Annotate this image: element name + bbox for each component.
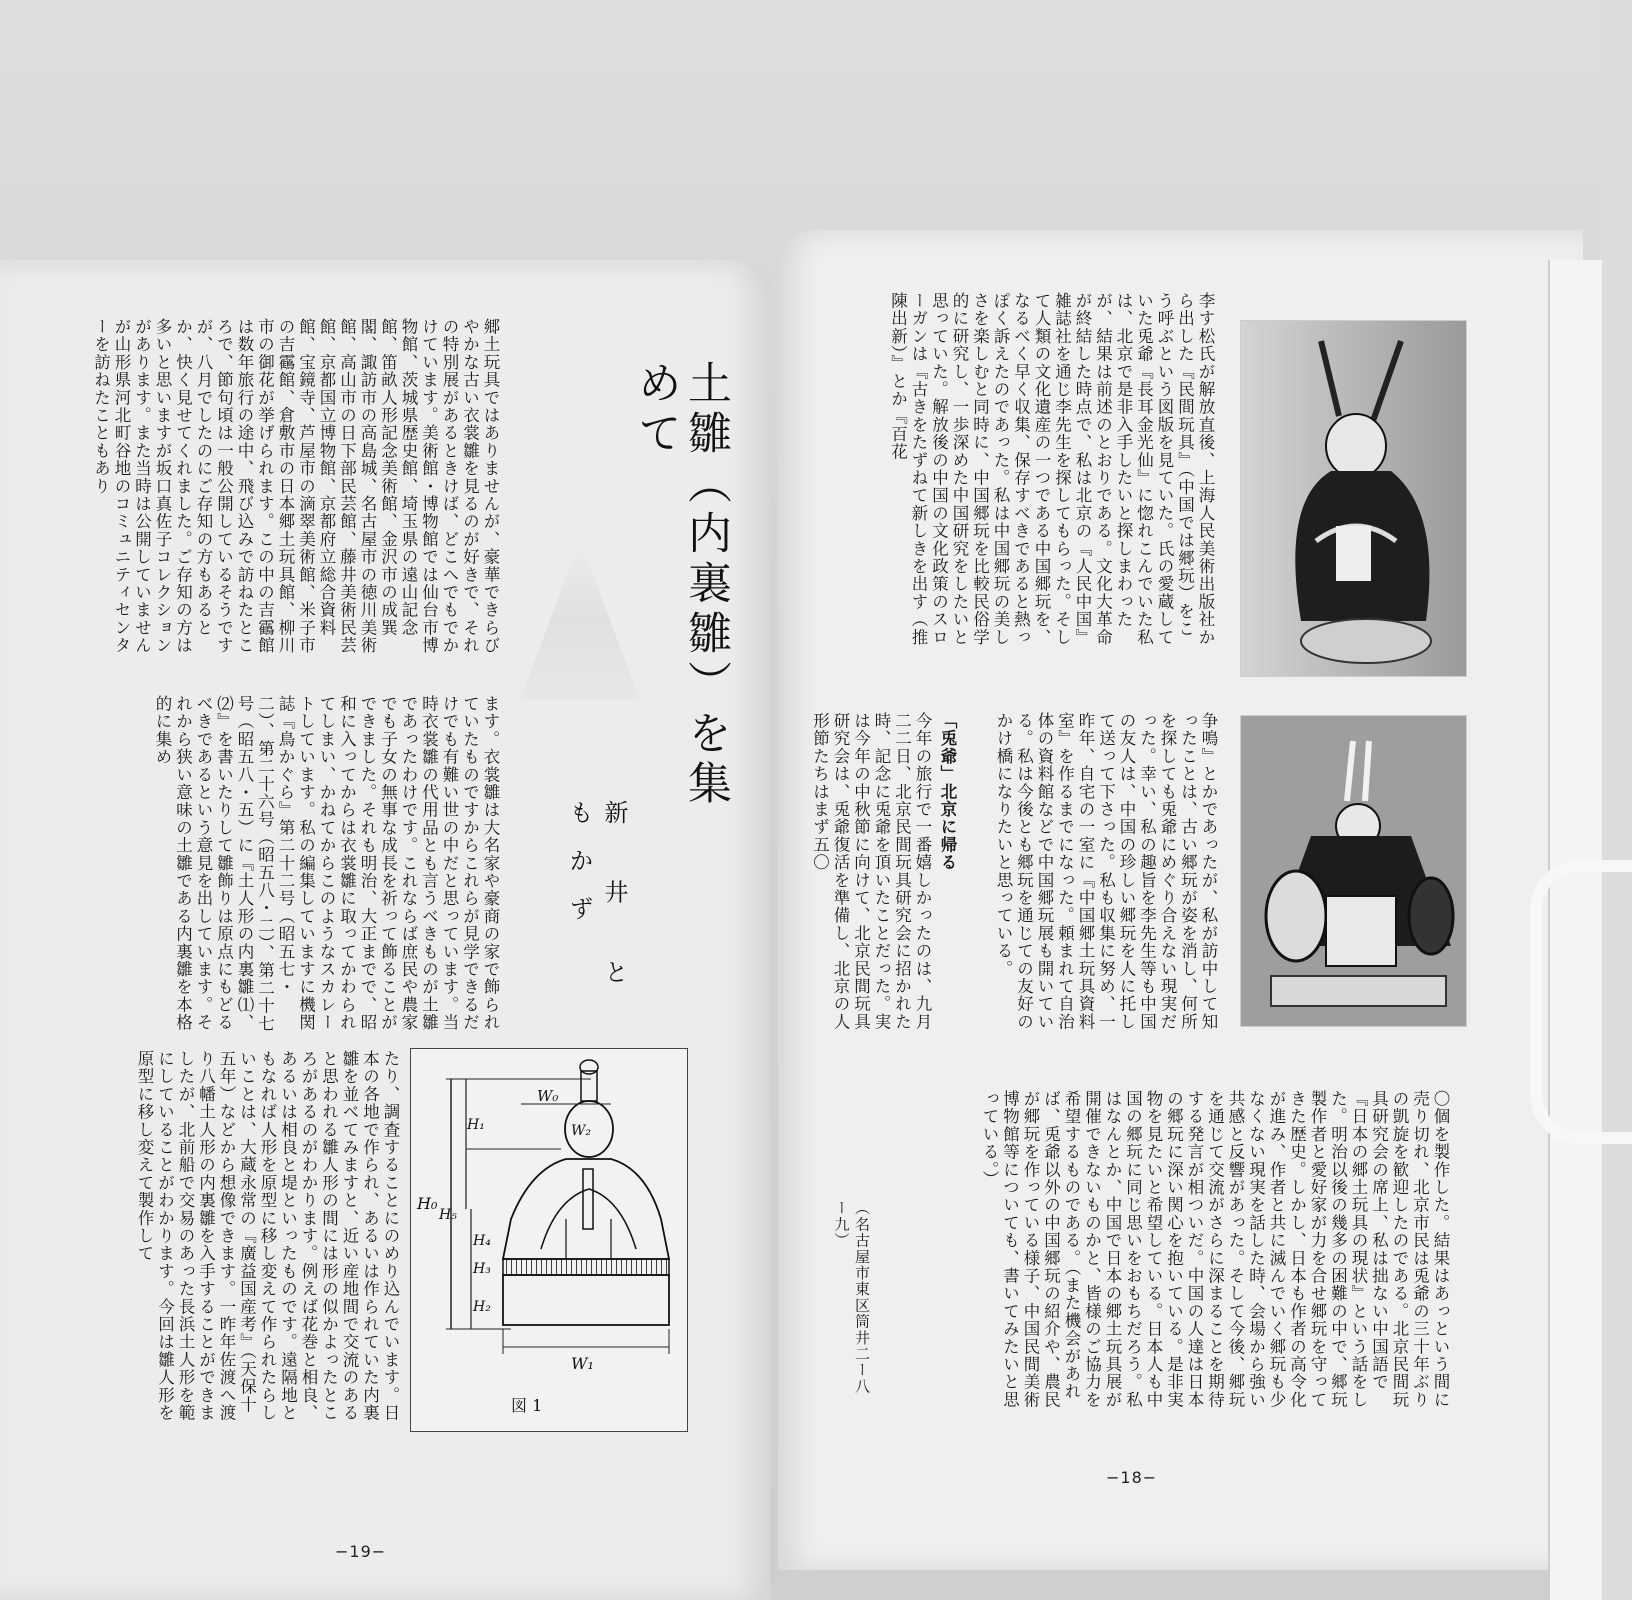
left-column-top: 郷土玩具ではありませんが、豪華できらびやかな古い衣裳雛を見るのが好きで、それの特別展があるときけば、どこへでもでかけています。美術館・博物館では仙台市博物館、茨城県歴史館、埼玉県の遠山記念館、笛畝人形記念美術館、金沢市の成巽閣、諏訪市の高島城、名古屋市の徳川美術館、高山市の日下部民芸館、藤井美術民芸館、京都国立博物館、京都府立総合資料館、宝鏡寺、芦屋市の滴翠美術館、米子市の吉靍館、倉敷市の日本郷土玩具館、柳川市の御花が挙げられます。この中の吉靍館は数年旅行の途中、飛び込みで訪ねたところで、節句頃は一般公開しているそうですが、八月でしたのにご存知の方もあるとか、快く見せてくれました。ご存知の方は多いと思いますが坂口真佐子コレクションがあります。また当時は公開していませんが山形県河北町谷地のコミュニティセンターを訪ねたこともあり bbox=[91, 318, 500, 655]
section-heading: 「兎爺」北京に帰る bbox=[938, 712, 957, 872]
figure-1-box bbox=[410, 1048, 688, 1432]
page-clip bbox=[1530, 860, 1632, 1144]
article-title: 土雛（内裏雛）を集めて bbox=[630, 360, 731, 810]
label-h0: H₀ bbox=[417, 1194, 438, 1213]
right-column-3: 〇個を製作した。結果はあっという間に売り切れ、北京市民は兎爺の三十年ぶりの凱旋を歓迎したのである。北京民間玩具研究会の席上、私は拙ない中国語で『日本の郷土玩具の現状』という話をした。明治以後の幾多の困難の中で、郷玩製作者と愛好家が力を合せ郷玩を守ってきた歴史。しかし、日本も作者の高令化が進み、作者と共に滅んでいく郷玩も少なくない現実を話した時、会場から強い共感と反響があった。そして今後、郷玩を通じて交流がさらに深まることを期待する発言が相ついだ。中国の人達は日本の郷玩に深い関心を抱いている。是非実物を見たいと希望している。日本人も中国の郷玩に同じ思いをおもちだろう。私はなんとか、中国で日本の郷土玩具展が開催できないものかと、皆様のご協力を希望するものである。（また機会があれば、兎爺以外の中国郷玩の紹介や、農民が郷玩を作っている様子、中国民間美術博物館等についても、書いてみたいと思っている。） bbox=[980, 1090, 1450, 1409]
page-number-left: −19− bbox=[335, 1542, 387, 1561]
label-h3: H₃ bbox=[473, 1261, 491, 1277]
left-column-middle: ます。衣裳雛は大名家や豪商の家で飾られていたものですからこれらが見学できるだけでも有難い世の中だと思っています。当時衣裳雛の代用品とも言うべきものが土雛であったわけです。これならば庶民や農家でも子女の無事な成長を祈って飾ることができました。それも明治、大正までで、昭和に入ってからは衣裳雛に取ってかわられてしまい、かねてからこのようなスカレートしています。私の編集していますに機関誌『鳥かぐら』第二十二号（昭五七・二）、第二十六号（昭五八・二）、第二十七号（昭五八・五）に『土人形の内裏雛⑴、⑵』を書いたりして雛飾りは原点にもどるべきであるという意見を出しています。それから狭い意味の土雛である内裏雛を本格的に集め bbox=[153, 695, 500, 1033]
label-h4: H₄ bbox=[473, 1233, 491, 1249]
right-column-2-post: 今年の旅行で一番嬉しかったのは、九月二二日、北京民間玩具研究会に招かれた時、記念に兎爺を頂いたことだった。実は今年の中秋節に向けて、北京民間玩具研究会は、兎爺復活を準備し、北京の人形節たちはまず五〇 bbox=[810, 712, 932, 1031]
label-w1: W₁ bbox=[571, 1354, 594, 1373]
rabbit-figure-photo-1 bbox=[1240, 320, 1467, 677]
page-number-right: −18− bbox=[1106, 1468, 1158, 1487]
hina-doll-diagram bbox=[411, 1049, 687, 1431]
rabbit-figure-photo-2 bbox=[1240, 715, 1467, 1027]
figure-caption: 図 1 bbox=[511, 1396, 543, 1415]
label-w2: W₂ bbox=[571, 1123, 592, 1139]
label-h1: H₁ bbox=[467, 1117, 485, 1133]
label-h2: H₂ bbox=[473, 1299, 491, 1315]
label-h5: H₅ bbox=[439, 1207, 457, 1223]
right-column-2-pre: 争鳴』とかであったが、私が訪中して知ったことは、古い郷玩が姿を消し、何所を探しても兎爺にめぐり合えない現実だった。幸い、私の趣旨を李先生等も中国の友人は、中国の珍しい郷玩を人に托して送って下さった。私も収集に努め、一昨年、自宅の一室に『中国郷土玩具資料室』を作るまでになった。頼まれて自治体の資料館などで中国郷玩展も開いている。私は今後とも郷玩を通じての友好のかけ橋になりたいと思っている。 bbox=[994, 712, 1218, 1031]
left-column-bottom: たり、調査することにのめり込んでいます。日本の各地で作られ、あるいは作られていた内裏雛を並べてみますと、近い産地間で交流のあると思われる雛人形の間には形の似かよったところがあるのがわかります。例えば花巻と相良、あるいは相良と堤といったものです。遠隔地ともなれば人形を原型に移し変えて作られたらしいことは、大蔵永常の『廣益国産考』（天保十五年）などから想像できます。一昨年佐渡へ渡り八幡土人形の内裏雛を入手することができましたが、北前船で交易のあった長浜土人形を範にしていることがわかります。今回は雛人形を原型に移し変えて製作して bbox=[135, 1050, 400, 1422]
author-address: （名古屋市東区筒井二ー八ー九） bbox=[832, 1200, 871, 1395]
right-column-1: 李す松氏が解放直後、上海人民美術出版社から出した『民間玩具』（中国では郷玩）をこう呼ぶという図版を見ていた。氏の愛蔵していた兎爺『長耳金光仙』に惚れこんでいた私は、北京で是非入手したいと探しまわったが、結果は前述のとおりである。文化大革命が終結した時点で、私は北京の『人民中国』雑誌社を通じ李先生を探してもらった。そして人類の文化遺産の一つである中国郷玩を、なるべく早く収集、保存すべきであると熱っぽく訴えたのであった。私は中国郷玩の美しさを楽しむと同時に、中国郷玩を比較民俗学的に研究し、一歩深めた中国研究をしたいと思っていた。解放後の中国の文化政策のスローガンは『古きをたずねて新しきを出す（推陳出新）』とか『百花 bbox=[888, 292, 1215, 646]
label-w0: W₀ bbox=[537, 1087, 559, 1105]
article-author: 新 井 ともかず bbox=[565, 800, 628, 1008]
